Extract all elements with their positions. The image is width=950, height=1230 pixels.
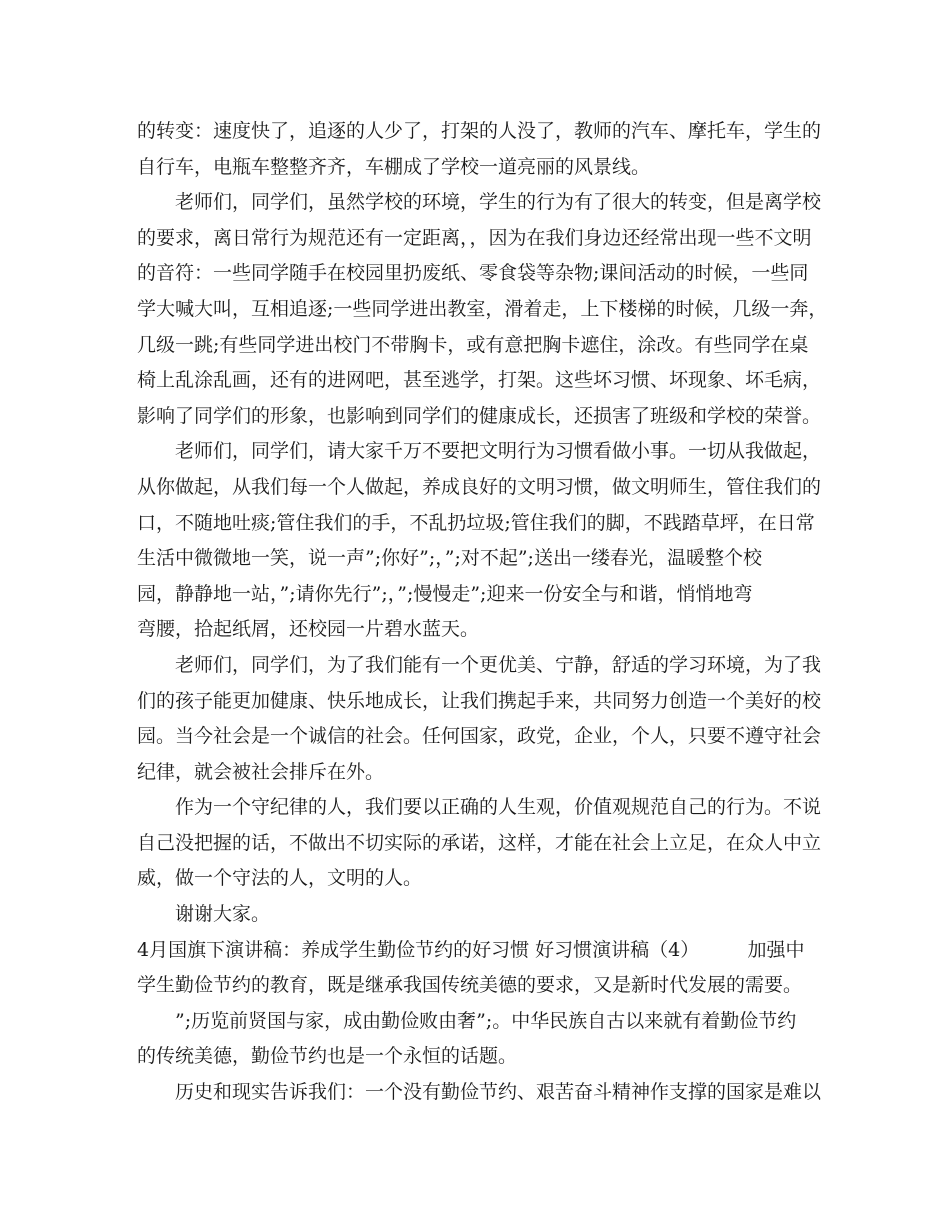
- text-line: 纪律，就会被社会排斥在外。: [137, 760, 385, 783]
- text-line: 老师们，同学们，为了我们能有一个更优美、宁静，舒适的学习环境，为了我: [175, 653, 822, 676]
- text-line: 谢谢大家。: [175, 903, 271, 926]
- document-body: [137, 114, 828, 1111]
- text-line: 园。当今社会是一个诚信的社会。任何国家，政党，企业，个人，只要不遵守社会: [137, 725, 822, 748]
- text-line: 自行车，电瓶车整整齐齐，车棚成了学校一道亮丽的风景线。: [137, 155, 651, 178]
- text-line: 椅上乱涂乱画，还有的进网吧，甚至逃学，打架。这些坏习惯、坏现象、坏毛病，: [137, 369, 822, 392]
- text-line: 威，做一个守法的人，文明的人。: [137, 867, 423, 890]
- text-line: 从你做起，从我们每一个人做起，养成良好的文明习惯，做文明师生，管住我们的: [137, 475, 822, 498]
- text-line: 学生勤俭节约的教育，既是继承我国传统美德的要求，又是新时代发展的需要。: [137, 974, 803, 997]
- text-line: 的转变：速度快了，追逐的人少了，打架的人没了，教师的汽车、摩托车，学生的: [137, 120, 822, 142]
- text-line: 口，不随地吐痰;管住我们的手，不乱扔垃圾;管住我们的脚，不践踏草坪，在日常: [137, 511, 815, 534]
- text-line: 弯腰，拾起纸屑，还校园一片碧水蓝天。: [137, 618, 480, 641]
- text-line: 几级一跳;有些同学进出校门不带胸卡，或有意把胸卡遮住，涂改。有些同学在桌: [137, 333, 809, 356]
- text-line: ”;历览前贤国与家，成由勤俭败由奢”;。中华民族自古以来就有着勤俭节约: [175, 1009, 797, 1032]
- text-line: 学大喊大叫，互相追逐;一些同学进出教室，滑着走，上下楼梯的时候，几级一奔，: [137, 297, 828, 320]
- text-line: 老师们，同学们，请大家千万不要把文明行为习惯看做小事。一切从我做起，: [175, 440, 822, 463]
- text-line: 们的孩子能更加健康、快乐地成长，让我们携起手来，共同努力创造一个美好的校: [137, 689, 822, 712]
- text-line: 自己没把握的话，不做出不切实际的承诺，这样，才能在社会上立足，在众人中立: [137, 831, 822, 854]
- text-line: 的传统美德，勤俭节约也是一个永恒的话题。: [137, 1045, 518, 1068]
- text-line: 园，静静地一站，”;请你先行”;，”;慢慢走”;迎来一份安全与和谐，悄悄地弯: [137, 582, 753, 605]
- text-line: 历史和现实告诉我们：一个没有勤俭节约、艰苦奋斗精神作支撑的国家是难以: [175, 1081, 822, 1104]
- text-line: 的音符：一些同学随手在校园里扔废纸、零食袋等杂物;课间活动的时候，一些同: [137, 262, 809, 285]
- text-line: 老师们，同学们，虽然学校的环境，学生的行为有了很大的转变，但是离学校: [175, 191, 822, 214]
- text-line: 生活中微微地一笑，说一声”;你好”;，”;对不起”;送出一缕春光，温暖整个校: [137, 547, 762, 570]
- text-line: 的要求，离日常行为规范还有一定距离，，因为在我们身边还经常出现一些不文明: [137, 226, 812, 249]
- text-line: 作为一个守纪律的人，我们要以正确的人生观，价值观规范自己的行为。不说: [175, 796, 822, 819]
- section-heading-line: 4月国旗下演讲稿：养成学生勤俭节约的好习惯 好习惯演讲稿（4） 加强中: [137, 938, 805, 961]
- text-line: 影响了同学们的形象，也影响到同学们的健康成长，还损害了班级和学校的荣誉。: [137, 404, 822, 427]
